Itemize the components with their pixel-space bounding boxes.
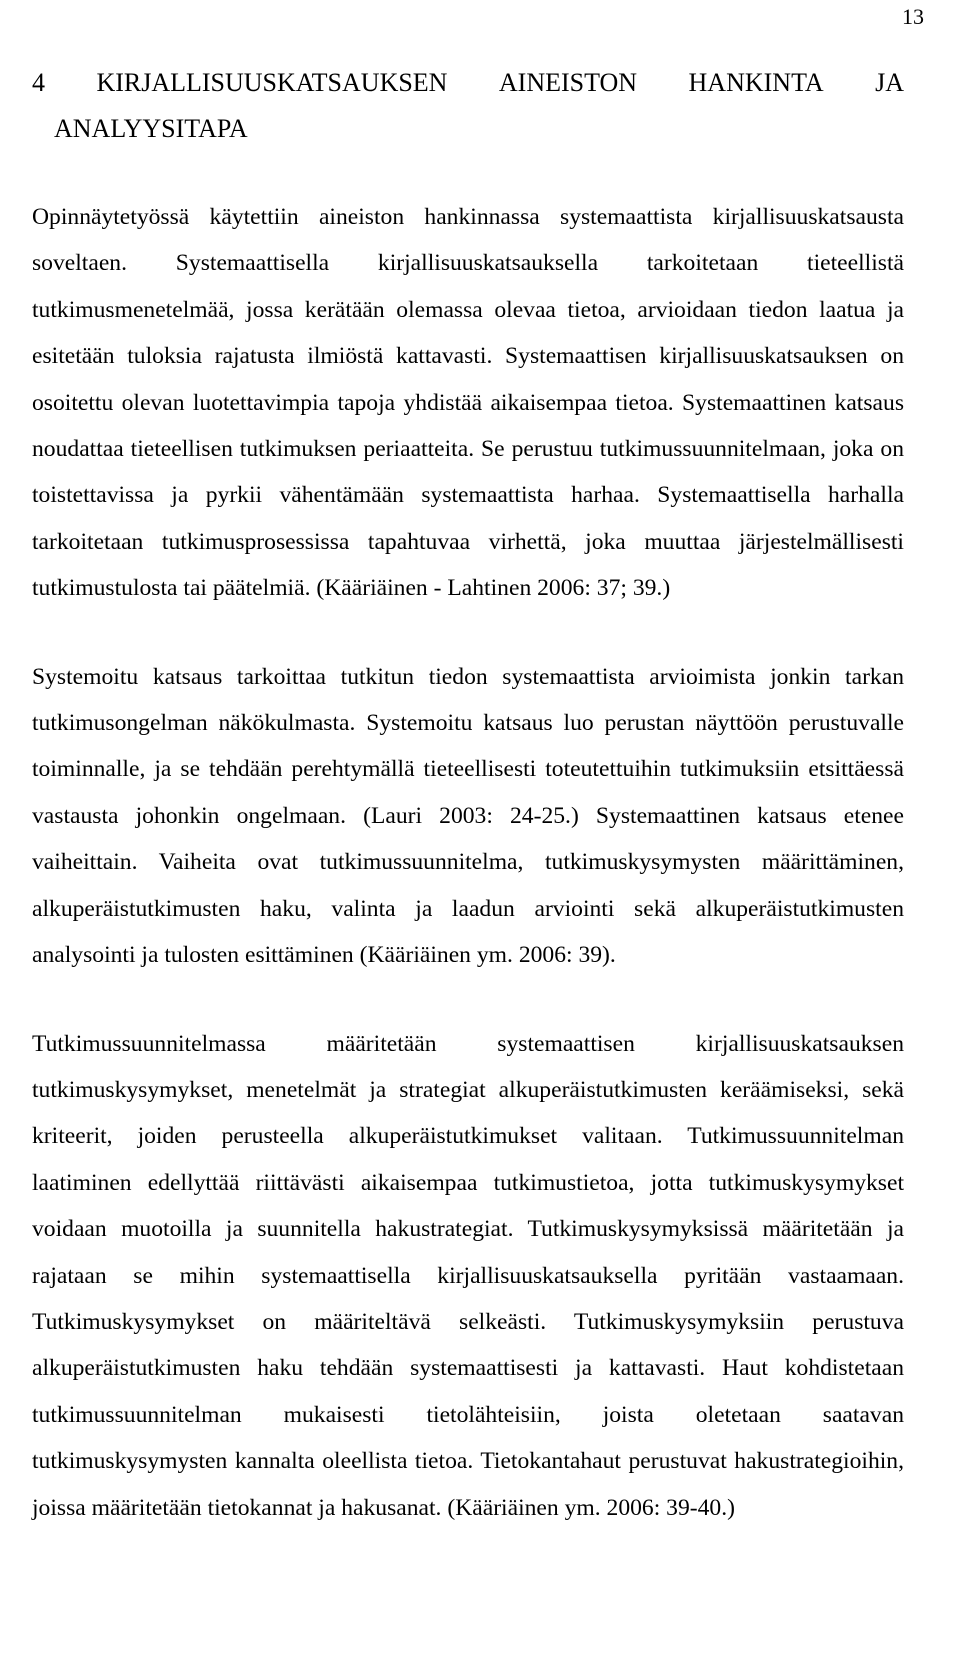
body-text <box>32 194 904 1531</box>
heading-word: KIRJALLISUUSKATSAUKSEN <box>96 68 448 97</box>
paragraph-3: Tutkimussuunnitelmassa määritetään systemaattisen kirjallisuuskatsauksen tutkimuskysymykset, menetelmät ja strategiat alkuperäistutkimusten keräämiseksi, sekä kriteerit, joiden perusteella alkuperäistutkimukset valitaan. Tutkimussuunnitelman laatiminen edellyttää riittävästi aikaisempaa tutkimustietoa, jotta tutkimuskysymykset voidaan muotoilla ja suunnitella hakustrategiat. Tutkimuskysymyksissä määritetään ja rajataan se mihin systemaattisella kirjallisuuskatsauksella pyritään vastaamaan. Tutkimuskysymykset on määriteltävä selkeästi. Tutkimuskysymyksiin perustuva alkuperäistutkimusten haku tehdään systemaattisesti ja kattavasti. Haut kohdistetaan tutkimussuunnitelman mukaisesti tietolähteisiin, joista oletetaan saatavan tutkimuskysymysten kannalta oleellista tietoa. Tietokantahaut perustuvat hakustrategioihin, joissa määritetään tietokannat ja hakusanat. (Kääriäinen ym. 2006: 39-40.) <box>32 1030 904 1521</box>
page-number: 13 <box>902 4 924 29</box>
paragraph-1: Opinnäytetyössä käytettiin aineiston hankinnassa systemaattista kirjallisuuskatsausta soveltaen. Systemaattisella kirjallisuuskatsauksella tarkoitetaan tieteellistä tutkimusmenetelmää, jossa kerätään olemassa olevaa tietoa, arvioidaan tiedon laatua ja esitetään tuloksia rajatusta ilmiöstä kattavasti. Systemaattisen kirjallisuuskatsauksen on osoitettu olevan luotettavimpia tapoja yhdistää aikaisempaa tietoa. Systemaattinen katsaus noudattaa tieteellisen tutkimuksen periaatteita. Se perustuu tutkimussuunnitelmaan, joka on toistettavissa ja pyrkii vähentämään systemaattista harhaa. Systemaattisella harhalla tarkoitetaan tutkimusprosessissa tapahtuvaa virhettä, joka muuttaa järjestelmällisesti tutkimustulosta tai päätelmiä. (Kääriäinen - Lahtinen 2006: 37; 39.) <box>32 204 904 602</box>
chapter-number: 4 <box>32 68 45 97</box>
heading-word: JA <box>875 68 904 97</box>
heading-word: HANKINTA <box>688 68 824 97</box>
heading-line-1 <box>32 60 904 106</box>
chapter-heading <box>32 60 904 152</box>
heading-line-2: ANALYYSITAPA <box>54 114 248 143</box>
paragraph-2: Systemoitu katsaus tarkoittaa tutkitun tiedon systemaattista arvioimista jonkin tarkan tutkimusongelman näkökulmasta. Systemoitu katsaus luo perustan näyttöön perustuvalle toiminnalle, ja se tehdään perehtymällä tieteellisesti toteutettuihin tutkimuksiin etsittäessä vastausta johonkin ongelmaan. (Lauri 2003: 24-25.) Systemaattinen katsaus etenee vaiheittain. Vaiheita ovat tutkimussuunnitelma, tutkimuskysymysten määrittäminen, alkuperäistutkimusten haku, valinta ja laadun arviointi sekä alkuperäistutkimusten analysointi ja tulosten esittäminen (Kääriäinen ym. 2006: 39). <box>32 663 904 969</box>
heading-word: AINEISTON <box>498 68 638 97</box>
